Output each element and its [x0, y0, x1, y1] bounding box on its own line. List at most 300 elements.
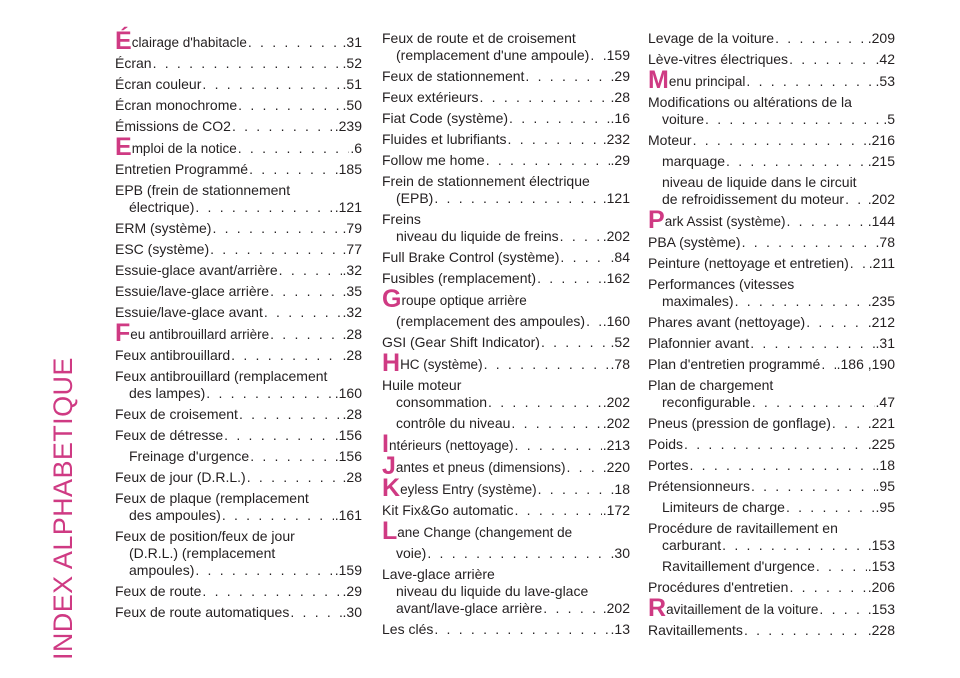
index-letter-entry: [115, 319, 362, 347]
entry-text-line: Modifications ou altérations de la: [648, 94, 852, 110]
entry-text: [382, 430, 514, 458]
dot-leader: [239, 406, 342, 423]
entry-text-line: Freins: [382, 211, 421, 227]
page-number: .235: [867, 293, 895, 309]
index-entry: [115, 604, 362, 621]
entry-line: [382, 474, 630, 502]
entry-line: [648, 51, 895, 68]
entry-text: (remplacement des ampoules): [396, 313, 586, 329]
entry-line: [382, 68, 630, 85]
page-number: .31: [875, 335, 895, 351]
index-entry: [382, 415, 630, 432]
entry-text-line: niveau du liquide du lave-glace: [396, 583, 589, 599]
entry-line: [382, 334, 630, 351]
entry-text: Essuie/lave-glace arrière: [115, 283, 270, 299]
entry-line: [648, 234, 895, 251]
entry-line: [115, 262, 362, 279]
entry-text: Peinture (nettoyage et entretien): [648, 255, 849, 271]
index-letter-entry: [382, 285, 630, 313]
index-entry: [648, 520, 895, 554]
entry-text: Poids: [648, 436, 684, 452]
dot-leader: [195, 199, 333, 216]
index-letter-entry: [115, 133, 362, 161]
entry-line: [115, 133, 362, 161]
index-entry: [648, 558, 895, 575]
page-number: .16: [610, 110, 630, 126]
page-number: .202: [867, 191, 895, 207]
entry-text: ERM (système): [115, 220, 212, 236]
entry-line: [648, 622, 895, 639]
entry-line: [382, 430, 630, 458]
entry-line: [115, 55, 362, 72]
page-number: .28: [342, 469, 362, 485]
index-entry: [648, 499, 895, 516]
entry-line: [648, 579, 895, 596]
entry-line: [648, 111, 895, 128]
index-entry: [115, 304, 362, 321]
entry-line: [382, 415, 630, 432]
entry-text: Entretien Programmé: [115, 161, 249, 177]
entry-text: Follow me home: [382, 152, 485, 168]
entry-line: [115, 97, 362, 114]
entry-text-rest: ntérieurs (nettoyage): [388, 438, 514, 453]
dot-leader: [806, 314, 867, 331]
index-letter-entry: [648, 66, 895, 94]
index-entry: [648, 415, 895, 432]
page-number: .153: [867, 601, 895, 617]
entry-text-rest: eu antibrouillard arrière: [130, 327, 270, 342]
entry-text: Feux de détresse: [115, 427, 224, 443]
page-number: .213: [602, 437, 630, 453]
entry-line: [115, 583, 362, 600]
entry-text: Portes: [648, 457, 689, 473]
entry-line: [382, 47, 630, 64]
dot-leader: [567, 459, 602, 476]
entry-line: [115, 448, 362, 465]
dot-leader: [508, 131, 602, 148]
entry-line: [382, 621, 630, 638]
dot-leader: [488, 394, 602, 411]
index-entry: [382, 110, 630, 127]
entry-line: [648, 478, 895, 495]
entry-text: [382, 349, 483, 377]
dot-leader: [752, 394, 875, 411]
index-entry: [115, 427, 362, 444]
entry-text: Ravitaillements: [648, 622, 743, 638]
index-entry: [648, 356, 895, 373]
dot-leader: [819, 601, 866, 618]
dot-leader: [786, 213, 866, 230]
page-number: .53: [875, 73, 895, 89]
index-entry: [382, 566, 630, 617]
page-number: .5: [883, 111, 895, 127]
section-letter: M: [648, 66, 669, 94]
entry-line: [115, 562, 362, 579]
dot-leader: [789, 579, 866, 596]
index-entry: [648, 377, 895, 411]
entry-line: [648, 206, 895, 234]
entry-text: Écran: [115, 55, 152, 71]
page-number: .185: [334, 161, 362, 177]
index-entry: [115, 118, 362, 135]
dot-leader: [751, 478, 875, 495]
page-number: .28: [610, 89, 630, 105]
page-number: .239: [334, 118, 362, 134]
entry-line: [382, 452, 630, 480]
page-number: .209: [867, 30, 895, 46]
entry-line: [115, 199, 362, 216]
entry-text: électrique): [129, 199, 195, 215]
dot-leader: [726, 153, 867, 170]
page-number: .206: [867, 579, 895, 595]
page-number: .30: [610, 545, 630, 561]
entry-line: [648, 457, 895, 474]
index-entry: [382, 211, 630, 245]
entry-line: [382, 517, 630, 545]
section-letter: P: [648, 206, 665, 234]
entry-text-rest: ane Change (changement de: [397, 525, 573, 540]
entry-line: [648, 132, 895, 149]
entry-line: [115, 118, 362, 135]
entry-text: Émissions de CO2: [115, 118, 231, 134]
page-number: .28: [342, 347, 362, 363]
entry-text: Lève-vitres électriques: [648, 51, 789, 67]
entry-text-line: Huile moteur: [382, 377, 462, 393]
entry-text: niveau du liquide de freins: [396, 228, 559, 244]
index-entry: [115, 528, 362, 579]
page-number: .79: [342, 220, 362, 236]
entry-text: [648, 66, 746, 94]
entry-text-rest: HC (système): [400, 357, 483, 372]
section-letter: L: [382, 517, 398, 545]
page-number: .51: [342, 76, 362, 92]
dot-leader: [525, 68, 609, 85]
page-number: .78: [875, 234, 895, 250]
entry-text: Écran couleur: [115, 76, 202, 92]
entry-text: (EPB): [396, 190, 434, 206]
page-number: .144: [867, 213, 895, 229]
entry-text: Freinage d'urgence: [129, 448, 250, 464]
dot-leader: [195, 562, 333, 579]
entry-line: [648, 356, 895, 373]
side-title: INDEX ALPHABETIQUE: [48, 357, 78, 660]
entry-line: [382, 349, 630, 377]
entry-text: [648, 206, 786, 234]
entry-line: [382, 394, 630, 411]
dot-leader: [744, 622, 867, 639]
entry-text: Pneus (pression de gonflage): [648, 415, 831, 431]
index-entry: [648, 276, 895, 310]
dot-leader: [224, 427, 334, 444]
dot-leader: [541, 334, 610, 351]
entry-text: avant/lave-glace arrière: [396, 600, 543, 616]
dot-leader: [270, 283, 341, 300]
entry-text: [382, 452, 566, 480]
dot-leader: [247, 469, 342, 486]
page-number: .31: [342, 34, 362, 50]
page-number: .212: [867, 314, 895, 330]
entry-line: [115, 161, 362, 178]
entry-line: [648, 537, 895, 554]
entry-text: Les clés: [382, 621, 434, 637]
index-entry: [382, 249, 630, 266]
index-entry: [115, 469, 362, 486]
page-number: .228: [867, 622, 895, 638]
entry-text: Feux antibrouillard: [115, 347, 231, 363]
index-column-2: [382, 30, 630, 642]
index-entry: [648, 314, 895, 331]
entry-text: Phares avant (nettoyage): [648, 314, 806, 330]
section-letter: G: [382, 285, 402, 313]
dot-leader: [537, 270, 602, 287]
index-entry: [382, 334, 630, 351]
page-number: .211: [868, 255, 895, 271]
index-entry: [382, 30, 630, 64]
page-number: .202: [602, 228, 630, 244]
dot-leader: [789, 51, 874, 68]
page-number: .47: [875, 394, 895, 410]
dot-leader: [786, 499, 875, 516]
entry-text: [382, 474, 537, 502]
page-number: .121: [334, 199, 362, 215]
dot-leader: [590, 47, 601, 64]
entry-line: [115, 507, 362, 524]
dot-leader: [693, 132, 867, 149]
index-entry: [382, 621, 630, 638]
page-number: .35: [342, 283, 362, 299]
dot-leader: [509, 110, 609, 127]
entry-line: [648, 66, 895, 94]
entry-text-rest: mploi de la notice: [131, 141, 237, 156]
dot-leader: [202, 583, 341, 600]
entry-text: Plan d'entretien programmé: [648, 356, 821, 372]
entry-text: [115, 319, 270, 347]
page-number: .156: [334, 427, 362, 443]
page-number: .29: [610, 152, 630, 168]
index-entry: [115, 448, 362, 465]
entry-text: marquage: [662, 153, 726, 169]
entry-text-line: Performances (vitesses: [648, 276, 795, 292]
page-number: .186 ,190: [836, 356, 895, 372]
entry-line: [115, 241, 362, 258]
index-entry: [115, 76, 362, 93]
index-entry: [382, 313, 630, 330]
entry-line: [382, 600, 630, 617]
index-entry: [382, 89, 630, 106]
entry-line: [382, 313, 630, 330]
entry-line: [648, 293, 895, 310]
entry-line: [115, 304, 362, 321]
page-number: .202: [602, 415, 630, 431]
dot-leader: [515, 437, 602, 454]
index-entry: [382, 377, 630, 411]
page-number: .153: [867, 558, 895, 574]
dot-leader: [560, 228, 602, 245]
entry-text-line: EPB (frein de stationnement: [115, 182, 291, 198]
index-letter-entry: [382, 430, 630, 458]
entry-text: maximales): [662, 293, 734, 309]
index-letter-entry: [382, 452, 630, 480]
entry-line: [382, 270, 630, 287]
section-letter: I: [382, 430, 389, 458]
entry-line: [648, 436, 895, 453]
dot-leader: [250, 448, 334, 465]
index-letter-entry: [115, 27, 362, 55]
dot-leader: [560, 249, 609, 266]
dot-leader: [290, 604, 341, 621]
entry-text: Procédures d'entretien: [648, 579, 789, 595]
entry-text: Écran monochrome: [115, 97, 238, 113]
entry-line: [115, 385, 362, 402]
page-number: .160: [602, 313, 630, 329]
entry-text-rest: roupe optique arrière: [401, 293, 527, 308]
page-number: .221: [867, 415, 895, 431]
page-number: .13: [610, 621, 630, 637]
entry-text: reconfigurable: [662, 394, 751, 410]
page-number: .32: [342, 304, 362, 320]
page-number: .160: [334, 385, 362, 401]
index-entry: [648, 153, 895, 170]
entry-text: Limiteurs de charge: [662, 499, 785, 515]
entry-text: Levage de la voiture: [648, 30, 775, 46]
page-number: .32: [342, 262, 362, 278]
dot-leader: [434, 621, 609, 638]
page-number: .29: [610, 68, 630, 84]
dot-leader: [202, 76, 341, 93]
entry-text-rest: antes et pneus (dimensions): [395, 460, 566, 475]
index-entry: [115, 490, 362, 524]
index-entry: [648, 478, 895, 495]
entry-text-rest: eyless Entry (système): [400, 482, 537, 497]
entry-text: Fiat Code (système): [382, 110, 509, 126]
index-entry: [115, 182, 362, 216]
index-entry: [648, 51, 895, 68]
page-number: .30: [342, 604, 362, 620]
page-number: .28: [342, 326, 362, 342]
page-number: .216: [867, 132, 895, 148]
index-entry: [115, 161, 362, 178]
index-entry: [648, 132, 895, 149]
entry-line: [115, 469, 362, 486]
entry-text-rest: avitaillement de la voiture: [666, 602, 819, 617]
entry-text-line: Frein de stationnement électrique: [382, 173, 590, 189]
entry-line: [115, 347, 362, 364]
page-number: .153: [867, 537, 895, 553]
section-letter: E: [115, 133, 132, 161]
section-letter: H: [382, 349, 401, 377]
entry-line: [382, 249, 630, 266]
index-entry: [648, 622, 895, 639]
section-letter: F: [115, 319, 131, 347]
entry-line: [115, 406, 362, 423]
entry-text: Fusibles (remplacement): [382, 270, 537, 286]
dot-leader: [832, 415, 867, 432]
entry-line: [382, 285, 630, 313]
dot-leader: [248, 34, 342, 51]
entry-text: Moteur: [648, 132, 692, 148]
index-entry: [648, 234, 895, 251]
page-number: .18: [875, 457, 895, 473]
index-column-1: [115, 27, 362, 625]
page-number: .156: [334, 448, 362, 464]
section-letter: É: [115, 27, 132, 55]
dot-leader: [735, 293, 867, 310]
page-number: .95: [875, 478, 895, 494]
page-number: .215: [867, 153, 895, 169]
entry-text-line: Feux de plaque (remplacement: [115, 490, 309, 506]
entry-line: [648, 153, 895, 170]
index-entry: [382, 173, 630, 207]
entry-text: Feux de croisement: [115, 406, 238, 422]
page-number: .84: [610, 249, 630, 265]
dot-leader: [511, 415, 601, 432]
entry-line: [648, 558, 895, 575]
dot-leader: [238, 97, 341, 114]
index-entry: [115, 262, 362, 279]
entry-text-rest: clairage d'habitacle: [131, 35, 247, 50]
entry-text: (remplacement d'une ampoule): [396, 47, 590, 63]
entry-text-line: niveau de liquide dans le circuit: [662, 174, 857, 190]
entry-text: voie): [396, 545, 427, 561]
index-entry: [115, 220, 362, 237]
entry-text: carburant: [662, 537, 722, 553]
page-number: .42: [875, 51, 895, 67]
index-entry: [382, 502, 630, 519]
index-entry: [382, 68, 630, 85]
index-entry: [115, 583, 362, 600]
entry-text: des lampes): [129, 385, 206, 401]
section-letter: J: [382, 452, 396, 480]
index-entry: [115, 55, 362, 72]
entry-text: Feux de stationnement: [382, 68, 525, 84]
dot-leader: [206, 385, 333, 402]
dot-leader: [484, 356, 610, 373]
section-letter: K: [382, 474, 401, 502]
entry-text: PBA (système): [648, 234, 741, 250]
entry-line: [115, 76, 362, 93]
entry-line: [382, 502, 630, 519]
page-number: .162: [602, 270, 630, 286]
page-number: .18: [610, 481, 630, 497]
entry-text: Plafonnier avant: [648, 335, 750, 351]
entry-line: [648, 314, 895, 331]
entry-text: Essuie-glace avant/arrière: [115, 262, 278, 278]
entry-text-line: Feux de route et de croisement: [382, 30, 576, 46]
dot-leader: [746, 73, 874, 90]
dot-leader: [279, 262, 342, 279]
page-number: .232: [602, 131, 630, 147]
entry-text: consommation: [396, 394, 488, 410]
page-number: .202: [602, 394, 630, 410]
dot-leader: [238, 140, 350, 157]
entry-text: Feux de route: [115, 583, 202, 599]
dot-leader: [689, 457, 874, 474]
dot-leader: [850, 255, 868, 272]
entry-line: [382, 110, 630, 127]
entry-text-line: Lave-glace arrière: [382, 566, 495, 582]
entry-text: Full Brake Control (système): [382, 249, 560, 265]
page-number: .202: [602, 600, 630, 616]
index-entry: [648, 457, 895, 474]
dot-leader: [427, 545, 609, 562]
entry-text: [648, 594, 819, 622]
dot-leader: [479, 89, 609, 106]
entry-text: [115, 133, 237, 161]
page-number: .172: [602, 502, 630, 518]
entry-line: [115, 319, 362, 347]
entry-text: de refroidissement du moteur: [662, 191, 845, 207]
entry-text: Feux extérieurs: [382, 89, 479, 105]
